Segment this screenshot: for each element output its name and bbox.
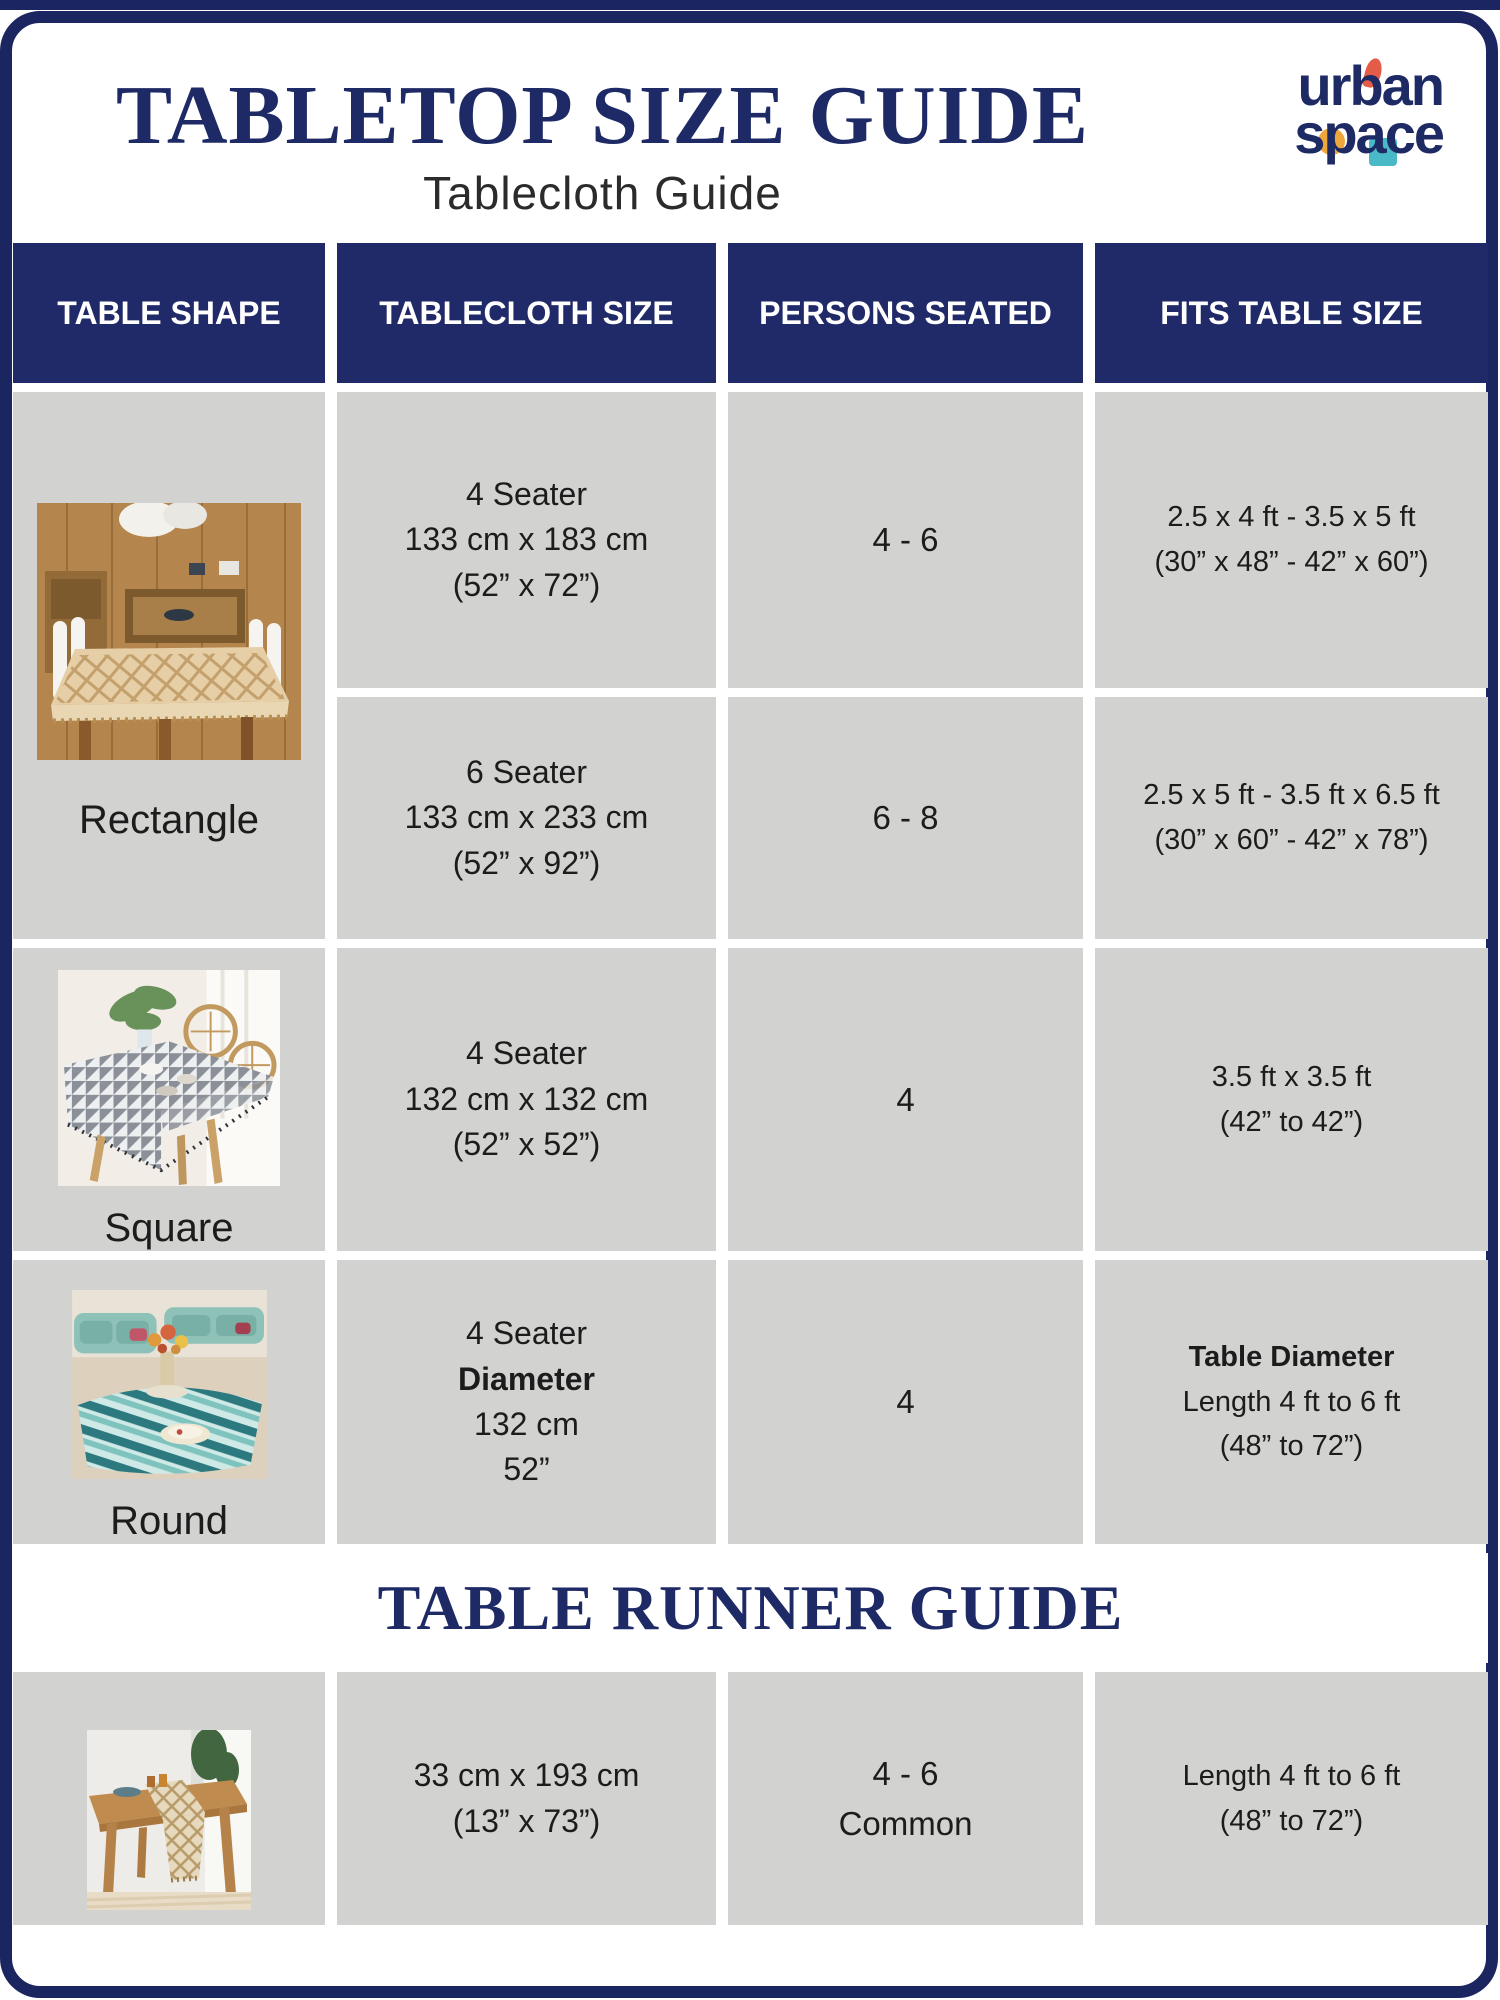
runner-guide-band	[13, 1553, 1488, 1663]
cell-runner-persons	[728, 1672, 1083, 1925]
shape-label-square: Square	[104, 1206, 234, 1250]
cell-rect4-persons	[728, 392, 1083, 688]
cell-runner-fits	[1095, 1672, 1488, 1925]
cell-rect6-size	[337, 697, 716, 939]
shape-cell-round	[13, 1260, 325, 1544]
logo-word-urban: urban	[1297, 54, 1443, 117]
logo-word-space: space	[1294, 101, 1443, 165]
runner-fits-text: Length 4 ft to 6 ft (48” to 72”)	[1182, 1759, 1401, 1837]
rectangle-table-photo	[37, 503, 301, 760]
header-cell-fits-table-size: FITS TABLE SIZE	[1095, 243, 1488, 383]
runner-size-text: 33 cm x 193 cm (13” x 73”)	[413, 1757, 640, 1839]
rect6-persons-text: 6 - 8	[872, 799, 939, 837]
cell-round-size	[337, 1260, 716, 1544]
cell-square-fits	[1095, 948, 1488, 1251]
size-guide-table	[13, 243, 1488, 1925]
cell-round-fits	[1095, 1260, 1488, 1544]
cell-round-persons	[728, 1260, 1083, 1544]
cell-runner-size	[337, 1672, 716, 1925]
square-fits-text: 3.5 ft x 3.5 ft (42” to 42”)	[1211, 1060, 1372, 1138]
runner-persons-text: 4 - 6 Common	[838, 1755, 973, 1842]
cell-rect6-fits	[1095, 697, 1488, 939]
runner-guide-title: TABLE RUNNER GUIDE	[377, 1572, 1124, 1643]
cell-square-size	[337, 948, 716, 1251]
round-size-text: 4 Seater Diameter 132 cm 52”	[458, 1315, 595, 1488]
square-table-photo	[57, 970, 281, 1186]
round-persons-text: 4	[896, 1383, 915, 1421]
shape-label-rectangle: Rectangle	[78, 798, 260, 842]
cell-rect6-persons	[728, 697, 1083, 939]
shape-cell-runner	[13, 1672, 325, 1925]
rect4-size-text: 4 Seater 133 cm x 183 cm (52” x 72”)	[404, 475, 649, 603]
rect6-size-text: 6 Seater 133 cm x 233 cm (52” x 92”)	[404, 753, 649, 881]
rect4-persons-text: 4 - 6	[872, 521, 939, 559]
page-title: TABLETOP SIZE GUIDE	[116, 69, 1089, 162]
round-table-photo	[68, 1290, 271, 1479]
page-subtitle: Tablecloth Guide	[423, 167, 782, 219]
shape-label-round: Round	[110, 1499, 228, 1543]
square-persons-text: 4	[896, 1080, 915, 1118]
shape-cell-rectangle	[13, 392, 325, 939]
header-cell-persons-seated: PERSONS SEATED	[728, 243, 1083, 383]
rect6-fits-text: 2.5 x 5 ft - 3.5 ft x 6.5 ft (30” x 60” - 42” x 78”)	[1143, 779, 1440, 856]
header-cell-tablecloth-size: TABLECLOTH SIZE	[337, 243, 716, 383]
cell-rect4-size	[337, 392, 716, 688]
round-fits-text: Table Diameter Length 4 ft to 6 ft (48” to 72”)	[1182, 1340, 1401, 1463]
cell-square-persons	[728, 948, 1083, 1251]
header-titles	[50, 69, 1155, 220]
rect4-fits-text: 2.5 x 4 ft - 3.5 x 5 ft (30” x 48” - 42” x 60”)	[1154, 501, 1429, 578]
shape-cell-square	[13, 948, 325, 1251]
square-size-text: 4 Seater 132 cm x 132 cm (52” x 52”)	[404, 1035, 649, 1163]
top-border-strip	[0, 0, 1500, 10]
urbanspace-logo	[1243, 54, 1443, 165]
header-cell-table-shape: TABLE SHAPE	[13, 243, 325, 383]
cell-rect4-fits	[1095, 392, 1488, 688]
runner-table-photo	[87, 1730, 251, 1910]
